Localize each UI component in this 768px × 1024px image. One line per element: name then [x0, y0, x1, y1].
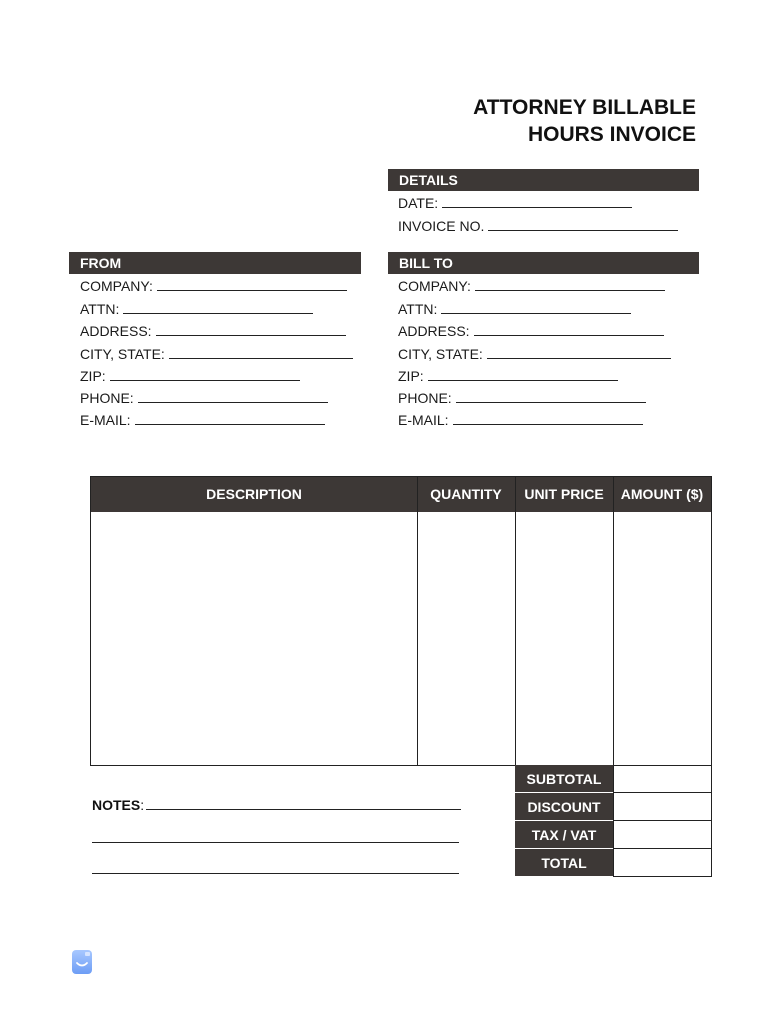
from-city-state-label: CITY, STATE:: [80, 346, 165, 362]
amount-cell[interactable]: [614, 512, 711, 765]
bill-to-phone-field[interactable]: [398, 389, 646, 407]
discount-row: [515, 793, 712, 821]
bill-to-header: BILL TO: [388, 252, 699, 274]
invoice-title: [473, 94, 696, 148]
col-header-amount: AMOUNT ($): [620, 486, 704, 502]
col-header-quantity: QUANTITY: [430, 486, 502, 502]
bill-to-phone-label: PHONE:: [398, 390, 452, 406]
bill-to-city-state-line[interactable]: [487, 346, 671, 359]
from-zip-field[interactable]: [80, 367, 300, 385]
subtotal-value[interactable]: [613, 765, 712, 793]
title-line-2: HOURS INVOICE: [527, 123, 696, 146]
from-address-field[interactable]: [80, 322, 346, 340]
bill-to-zip-line[interactable]: [428, 368, 618, 381]
total-label: TOTAL: [515, 849, 613, 877]
from-address-label: ADDRESS:: [80, 323, 152, 339]
smile-icon: [72, 950, 92, 974]
notes-line-1[interactable]: [146, 797, 461, 810]
bill-to-email-line[interactable]: [453, 412, 643, 425]
bill-to-company-label: COMPANY:: [398, 278, 471, 294]
bill-to-address-line[interactable]: [474, 323, 664, 336]
from-phone-label: PHONE:: [80, 390, 134, 406]
from-company-field[interactable]: [80, 277, 347, 295]
app-badge-icon[interactable]: [72, 950, 92, 974]
from-city-state-field[interactable]: [80, 345, 353, 363]
date-field[interactable]: [398, 194, 632, 212]
date-label: DATE:: [398, 195, 439, 211]
from-zip-label: ZIP:: [80, 368, 106, 384]
notes-colon: :: [140, 797, 145, 813]
total-value[interactable]: [613, 849, 712, 877]
tax-vat-value[interactable]: [613, 821, 712, 849]
bill-to-zip-field[interactable]: [398, 367, 618, 385]
tax-vat-row: [515, 821, 712, 849]
description-cell[interactable]: [91, 512, 417, 765]
from-email-field[interactable]: [80, 411, 325, 429]
from-phone-field[interactable]: [80, 389, 328, 407]
bill-to-company-field[interactable]: [398, 277, 665, 295]
invoice-number-line[interactable]: [488, 218, 678, 231]
bill-to-email-label: E-MAIL:: [398, 412, 449, 428]
bill-to-city-state-field[interactable]: [398, 345, 671, 363]
from-city-state-line[interactable]: [169, 346, 353, 359]
tax-vat-label: TAX / VAT: [515, 821, 613, 849]
from-email-line[interactable]: [135, 412, 325, 425]
bill-to-attn-label: ATTN:: [398, 301, 438, 317]
totals-block: [515, 765, 712, 877]
bill-to-address-field[interactable]: [398, 322, 664, 340]
bill-to-email-field[interactable]: [398, 411, 643, 429]
discount-label: DISCOUNT: [515, 793, 613, 821]
notes-line-2[interactable]: [92, 842, 459, 843]
date-line[interactable]: [442, 195, 632, 208]
notes-line-3[interactable]: [92, 873, 459, 874]
notes-field[interactable]: [92, 796, 461, 814]
notes-label: NOTES: [92, 797, 141, 813]
title-line-1: ATTORNEY BILLABLE: [473, 96, 696, 119]
from-email-label: E-MAIL:: [80, 412, 131, 428]
from-phone-line[interactable]: [138, 390, 328, 403]
items-table: [90, 476, 712, 766]
col-header-unit-price: UNIT PRICE: [524, 486, 604, 502]
from-address-line[interactable]: [156, 323, 346, 336]
invoice-number-label: INVOICE NO.: [398, 218, 485, 234]
unit-price-cell[interactable]: [516, 512, 613, 765]
invoice-number-field[interactable]: [398, 217, 678, 235]
from-zip-line[interactable]: [110, 368, 300, 381]
from-header: FROM: [69, 252, 361, 274]
bill-to-company-line[interactable]: [475, 278, 665, 291]
quantity-cell[interactable]: [418, 512, 515, 765]
subtotal-label: SUBTOTAL: [515, 765, 613, 793]
from-attn-field[interactable]: [80, 300, 313, 318]
from-attn-line[interactable]: [123, 301, 313, 314]
subtotal-row: [515, 765, 712, 793]
from-company-label: COMPANY:: [80, 278, 153, 294]
from-attn-label: ATTN:: [80, 301, 120, 317]
discount-value[interactable]: [613, 793, 712, 821]
from-company-line[interactable]: [157, 278, 347, 291]
bill-to-city-state-label: CITY, STATE:: [398, 346, 483, 362]
bill-to-phone-line[interactable]: [456, 390, 646, 403]
col-header-description: DESCRIPTION: [206, 486, 302, 502]
bill-to-attn-field[interactable]: [398, 300, 631, 318]
details-header: DETAILS: [388, 169, 699, 191]
bill-to-attn-line[interactable]: [441, 301, 631, 314]
bill-to-address-label: ADDRESS:: [398, 323, 470, 339]
total-row: [515, 849, 712, 877]
bill-to-zip-label: ZIP:: [398, 368, 424, 384]
